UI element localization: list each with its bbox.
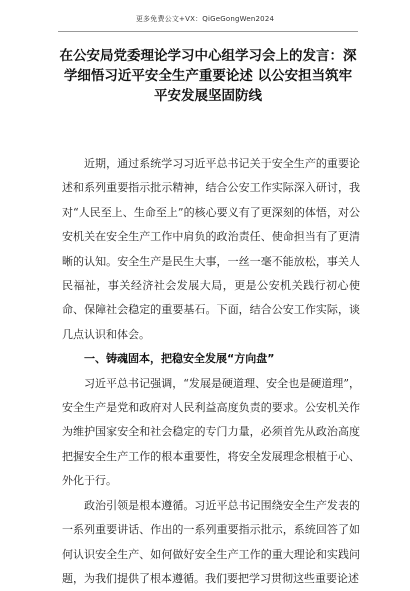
paragraph-section1-p1: 习近平总书记强调，“发展是硬道理、安全也是硬道理”，安全生产是党和政府对人民利益高度负责的要求。公安机关作为维护国家安全和社会稳定的专门力量，必须首先从政治高度把握安全生产工作的根本重要性，将安全发展理念根植于心、外化于行。 xyxy=(62,376,360,488)
header-note: 更多免费公文+VX：QiGeGongWen2024 xyxy=(135,15,275,23)
document-title: 在公安局党委理论学习中心组学习会上的发言：深学细悟习近平安全生产重要论述 以公安担当筑牢平安发展坚固防线 xyxy=(59,48,357,104)
document-body xyxy=(62,152,360,591)
section-heading-1: 一、铸魂固本，把稳安全发展“方向盘” xyxy=(84,352,275,366)
paragraph-intro: 近期，通过系统学习习近平总书记关于安全生产的重要论述和系列重要指示批示精神，结合公安工作实际深入研讨，我对“人民至上、生命至上”的核心要义有了更深刻的体悟，对公安机关在安全生产工作中肩负的政治责任、使命担当有了更清晰的认知。安全生产是民生大事，一丝一毫不能放松，事关人民福祉，事关经济社会发展大局，更是公安机关践行初心使命、保障社会稳定的重要基石。下面，结合公安工作实际，谈几点认识和体会。 xyxy=(62,157,360,341)
paragraph-section1-p2: 政治引领是根本遵循。习近平总书记围绕安全生产发表的一系列重要讲话、作出的一系列重要指示批示，系统回答了如何认识安全生产、如何做好安全生产工作的重大理论和实践问题，为我们提供了根本遵循。我们要把学习贯彻这些重要论述 xyxy=(62,498,360,585)
header-divider xyxy=(58,31,358,32)
